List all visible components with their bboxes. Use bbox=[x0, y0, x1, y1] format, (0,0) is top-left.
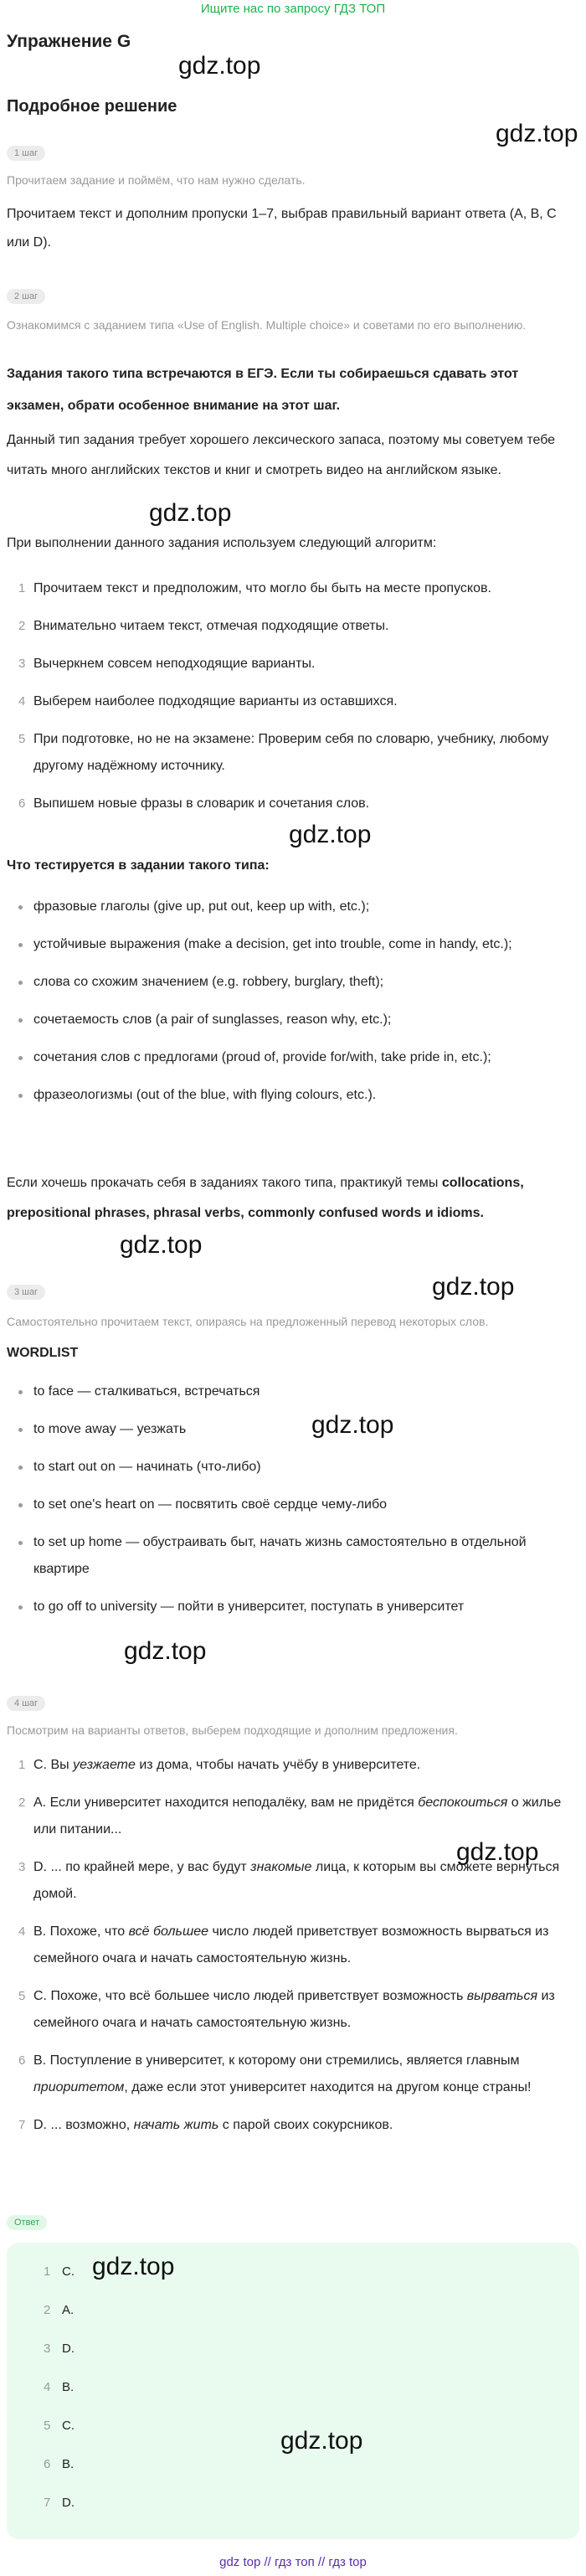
watermark: gdz.top bbox=[120, 1231, 203, 1259]
watermark: gdz.top bbox=[124, 1637, 207, 1665]
practice-paragraph: Если хочешь прокачать себя в заданиях такого типа, практикуй темы collocations, prepositional phrases, phrasal verbs, commonly confused words и idioms. bbox=[7, 1176, 524, 1220]
list-item: 7 D. ... возможно, начать жить с парой своих сокурсников. bbox=[18, 2118, 393, 2132]
answer-item: 3 D. bbox=[44, 2342, 75, 2356]
practice-topics: collocations, prepositional phrases, phrasal verbs, commonly confused words и idioms. bbox=[7, 1176, 524, 1220]
footer-links[interactable]: gdz top // гдз топ // гдз top bbox=[219, 2555, 367, 2569]
list-item: to face — сталкиваться, встречаться bbox=[7, 1378, 579, 1405]
wordlist-title: WORDLIST bbox=[7, 1346, 79, 1360]
watermark: gdz.top bbox=[280, 2427, 363, 2455]
step-badge-3: 3 шаг bbox=[7, 1285, 45, 1300]
list-item: 3 Вычеркнем совсем неподходящие варианты. bbox=[18, 657, 316, 671]
list-item: to set up home — обустраивать быт, начать жизнь самостоятельно в отдельной квартире bbox=[7, 1529, 579, 1583]
list-item: to start out on — начинать (что-либо) bbox=[7, 1454, 579, 1481]
answer-item: 5 C. bbox=[44, 2419, 75, 2433]
list-item: to move away — уезжать bbox=[7, 1416, 579, 1443]
list-item: 5 C. Похоже, что всё большее число людей приветствует возможность вырваться из семейного очага и начать самостоятельную жизнь. bbox=[18, 1989, 555, 2030]
answer-item: 7 D. bbox=[44, 2496, 75, 2510]
step4-hint: Посмотрим на варианты ответов, выберем подходящие и дополним предложения. bbox=[7, 1723, 458, 1737]
list-item: 5 При подготовке, но не на экзамене: Проверим себя по словарю, учебнику, любому другому надёжному источнику. bbox=[18, 732, 549, 773]
watermark: gdz.top bbox=[432, 1273, 515, 1301]
list-item: сочетания слов с предлогами (proud of, provide for/with, take pride in, etc.); bbox=[7, 1044, 579, 1071]
list-item: фразовые глаголы (give up, put out, keep up with, etc.); bbox=[7, 894, 579, 920]
step-badge-1: 1 шаг bbox=[7, 146, 45, 161]
algorithm-list bbox=[7, 575, 579, 828]
list-item: слова со схожим значением (e.g. robbery, burglary, theft); bbox=[7, 969, 579, 996]
watermark: gdz.top bbox=[456, 1838, 539, 1866]
watermark: gdz.top bbox=[311, 1411, 394, 1439]
list-item: 4 B. Похоже, что всё большее число людей приветствует возможность вырваться из семейного очага и начать самостоятельную жизнь. bbox=[18, 1924, 549, 1965]
step3-hint: Самостоятельно прочитаем текст, опираясь на предложенный перевод некоторых слов. bbox=[7, 1315, 489, 1328]
list-item: to go off to university — пойти в университет, поступать в университет bbox=[7, 1594, 579, 1620]
step1-text: Прочитаем текст и дополним пропуски 1–7, выбрав правильный вариант ответа (A, B, C или D). bbox=[7, 207, 557, 250]
list-item: фразеологизмы (out of the blue, with flying colours, etc.). bbox=[7, 1082, 579, 1109]
list-item: 1 Прочитаем текст и предположим, что могло бы быть на месте пропусков. bbox=[18, 581, 491, 595]
answers-explained-list bbox=[7, 1752, 579, 2150]
step-badge-2: 2 шаг bbox=[7, 289, 45, 304]
answer-item: 1 C. bbox=[44, 2264, 75, 2279]
section-title: Подробное решение bbox=[7, 97, 177, 116]
list-item: сочетаемость слов (a pair of sunglasses, reason why, etc.); bbox=[7, 1007, 579, 1033]
step2-bold-intro: Задания такого типа встречаются в ЕГЭ. Если ты собираешься сдавать этот экзамен, обрати особенное внимание на этот шаг. bbox=[7, 367, 519, 413]
list-item: 2 A. Если университет находится неподалёку, вам не придётся беспокоиться о жилье или питании... bbox=[18, 1795, 562, 1837]
step2-hint: Ознакомимся с заданием типа «Use of English. Multiple choice» и советами по его выполнению. bbox=[7, 318, 527, 332]
answer-item: 2 A. bbox=[44, 2303, 75, 2317]
step-badge-4: 4 шаг bbox=[7, 1696, 45, 1711]
list-item: 6 Выпишем новые фразы в словарик и сочетания слов. bbox=[18, 796, 370, 811]
wordlist bbox=[7, 1378, 579, 1631]
page-title: Упражнение G bbox=[7, 32, 131, 51]
watermark: gdz.top bbox=[496, 120, 578, 147]
answer-badge: Ответ bbox=[7, 2215, 47, 2230]
watermark: gdz.top bbox=[92, 2253, 175, 2280]
step2-paragraph: Данный тип задания требует хорошего лексического запаса, поэтому мы советуем тебе читать много английских текстов и книг и смотреть видео на английском языке. bbox=[7, 433, 556, 477]
watermark: gdz.top bbox=[149, 499, 232, 527]
list-item: 2 Внимательно читаем текст, отмечая подходящие ответы. bbox=[18, 619, 389, 633]
list-item: 4 Выберем наиболее подходящие варианты из оставшихся. bbox=[18, 694, 398, 708]
step2-algorithm-intro: При выполнении данного задания используем следующий алгоритм: bbox=[7, 536, 437, 550]
tested-list bbox=[7, 894, 579, 1120]
list-item: устойчивые выражения (make a decision, get into trouble, come in handy, etc.); bbox=[7, 931, 579, 958]
list-item: 3 D. ... по крайней мере, у вас будут знакомые лица, к которым вы сможете вернуться домой. bbox=[18, 1860, 560, 1901]
watermark: gdz.top bbox=[178, 52, 261, 80]
list-item: 1 C. Вы уезжаете из дома, чтобы начать учёбу в университете. bbox=[18, 1758, 421, 1772]
list-item: to set one's heart on — посвятить своё сердце чему-либо bbox=[7, 1492, 579, 1518]
answer-item: 6 B. bbox=[44, 2457, 75, 2471]
watermark: gdz.top bbox=[289, 821, 372, 848]
answer-box bbox=[7, 2243, 579, 2539]
list-item: 6 B. Поступление в университет, к которому они стремились, является главным приоритетом, даже если этот университет находится на другом конце страны! bbox=[18, 2053, 532, 2094]
step1-hint: Прочитаем задание и поймём, что нам нужно сделать. bbox=[7, 173, 306, 187]
top-banner[interactable]: Ищите нас по запросу ГДЗ ТОП bbox=[200, 2, 386, 16]
answer-item: 4 B. bbox=[44, 2380, 75, 2394]
tested-title: Что тестируется в задании такого типа: bbox=[7, 858, 270, 873]
